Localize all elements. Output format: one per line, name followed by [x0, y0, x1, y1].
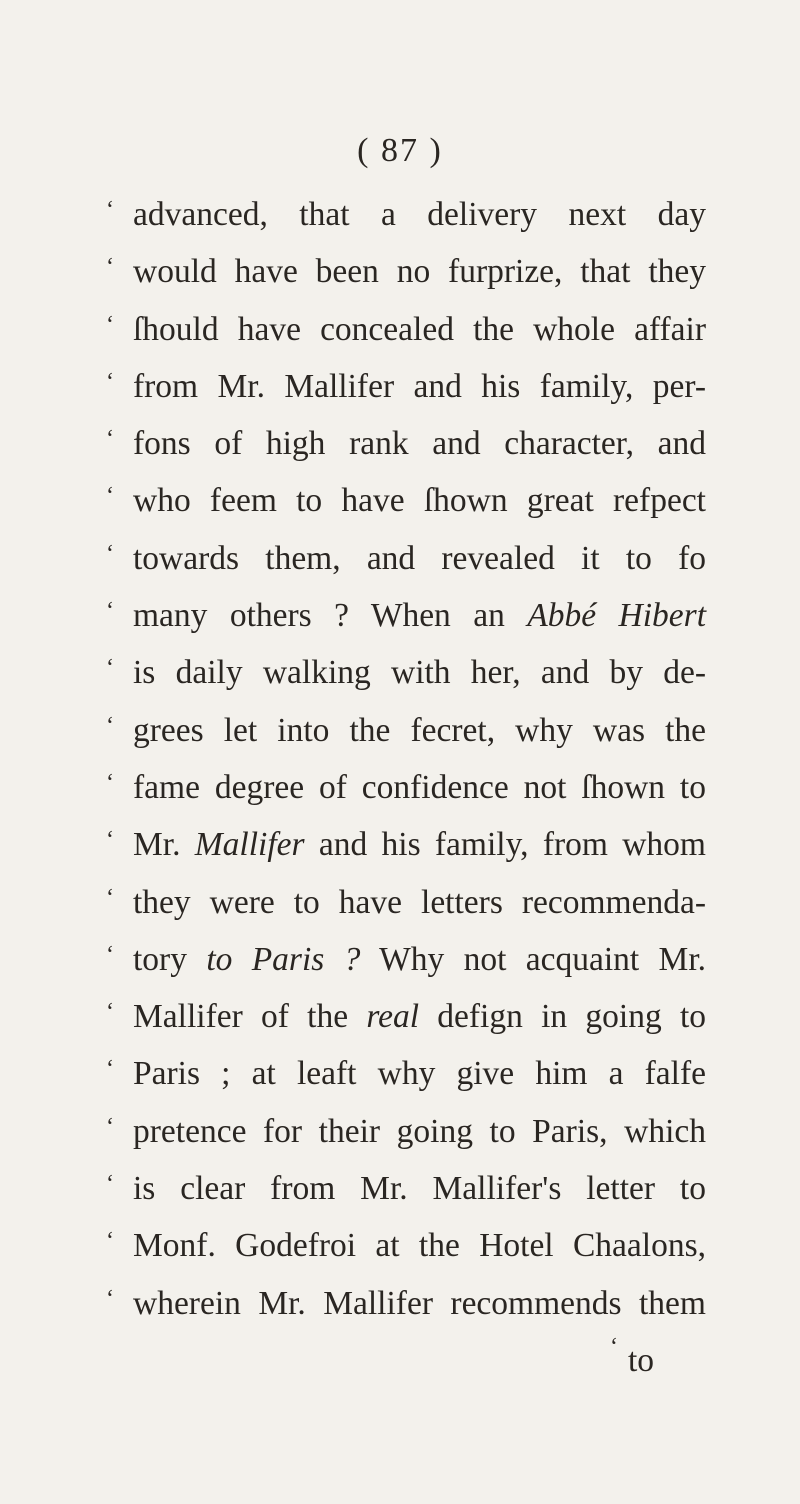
italic-segment: Abbé Hibert [527, 597, 706, 635]
quote-mark: ‘ [106, 540, 114, 567]
text-line [106, 712, 706, 769]
quote-mark: ‘ [609, 1334, 618, 1360]
line-text [133, 425, 706, 463]
line-text [133, 540, 706, 578]
text-segment: Paris ; at leaft why give him a falfe [133, 1055, 706, 1093]
text-segment: fame degree of confidence not ſhown to [133, 768, 706, 806]
catchword-row [106, 1334, 706, 1380]
quote-mark: ‘ [106, 368, 114, 395]
catchword: to [627, 1342, 654, 1379]
quote-mark: ‘ [106, 1171, 114, 1198]
quote-mark: ‘ [106, 1113, 114, 1140]
line-text [133, 311, 706, 349]
text-line [106, 1227, 706, 1284]
line-text [133, 368, 706, 406]
line-text [133, 826, 706, 864]
line-text [133, 1113, 706, 1151]
page-number: ( 87 ) [357, 132, 443, 169]
text-line [106, 826, 706, 883]
text-line [106, 597, 706, 654]
text-line [106, 769, 706, 826]
text-line [106, 654, 706, 711]
line-text [133, 1227, 706, 1265]
line-text [133, 196, 706, 234]
quote-mark: ‘ [106, 999, 114, 1026]
line-text [133, 1285, 706, 1323]
quote-mark: ‘ [106, 598, 114, 625]
text-segment: grees let into the fecret, why was the [133, 711, 706, 749]
text-segment: wherein Mr. Mallifer recommends them [133, 1284, 706, 1322]
text-segment: is clear from Mr. Mallifer's letter to [133, 1170, 706, 1208]
quote-mark: ‘ [106, 197, 114, 223]
italic-segment: to Paris ? [206, 940, 361, 978]
quote-mark: ‘ [106, 884, 114, 911]
quote-mark: ‘ [106, 941, 114, 968]
quote-mark: ‘ [106, 712, 114, 739]
text-line [106, 253, 706, 310]
text-line [106, 1055, 706, 1112]
text-line [106, 540, 706, 597]
text-segment: Mallifer of the [133, 998, 367, 1036]
text-line [106, 1170, 706, 1227]
text-segment: many others ? When an [133, 597, 528, 635]
text-segment: is daily walking with her, and by de- [133, 654, 706, 692]
text-segment: who feem to have ſhown great refpect [133, 482, 706, 520]
quote-mark: ‘ [106, 483, 114, 510]
text-line [106, 311, 706, 368]
text-line [106, 998, 706, 1055]
line-text [133, 1170, 706, 1208]
quote-mark: ‘ [106, 827, 114, 854]
text-line [106, 368, 706, 425]
text-segment: defign in going to [419, 998, 706, 1036]
text-segment: advanced, that a delivery next day [133, 196, 706, 233]
line-text [133, 482, 706, 520]
text-line [106, 196, 706, 253]
line-text [133, 654, 706, 692]
text-line [106, 941, 706, 998]
text-line [106, 1113, 706, 1170]
quote-mark: ‘ [106, 1228, 114, 1255]
italic-segment: Mallifer [194, 826, 305, 864]
quote-mark: ‘ [106, 254, 114, 281]
text-segment: Monf. Godefroi at the Hotel Chaalons, [133, 1227, 706, 1265]
text-line [106, 425, 706, 482]
text-segment: Why not acquaint Mr. [360, 940, 707, 978]
text-segment: they were to have letters recommenda- [133, 883, 706, 921]
quote-mark: ‘ [106, 426, 114, 453]
quote-mark: ‘ [106, 769, 114, 796]
line-text [133, 998, 706, 1036]
line-text [133, 769, 706, 807]
text-segment: and his family, from whom [304, 826, 706, 864]
line-text [133, 597, 706, 635]
text-segment: from Mr. Mallifer and his family, per- [133, 367, 706, 405]
quote-mark: ‘ [106, 311, 114, 338]
text-segment: fons of high rank and character, and [133, 425, 706, 463]
text-segment: pretence for their going to Paris, which [133, 1112, 706, 1150]
text-segment: ſhould have concealed the whole affair [133, 310, 706, 348]
text-segment: would have been no furprize, that they [133, 253, 706, 291]
line-text [133, 253, 706, 291]
text-segment: tory [133, 940, 207, 978]
text-segment: Mr. [133, 826, 195, 864]
quote-mark: ‘ [106, 1056, 114, 1083]
text-line [106, 884, 706, 941]
catchword-line [106, 1334, 654, 1380]
line-text [133, 712, 706, 750]
line-text [133, 941, 706, 979]
quote-mark: ‘ [106, 1285, 114, 1312]
italic-segment: real [366, 998, 420, 1036]
text-segment: towards them, and revealed it to fo [133, 539, 706, 577]
body-text [106, 196, 706, 1342]
line-text [133, 1055, 706, 1093]
line-text [133, 884, 706, 922]
text-line [106, 482, 706, 539]
quote-mark: ‘ [106, 655, 114, 682]
